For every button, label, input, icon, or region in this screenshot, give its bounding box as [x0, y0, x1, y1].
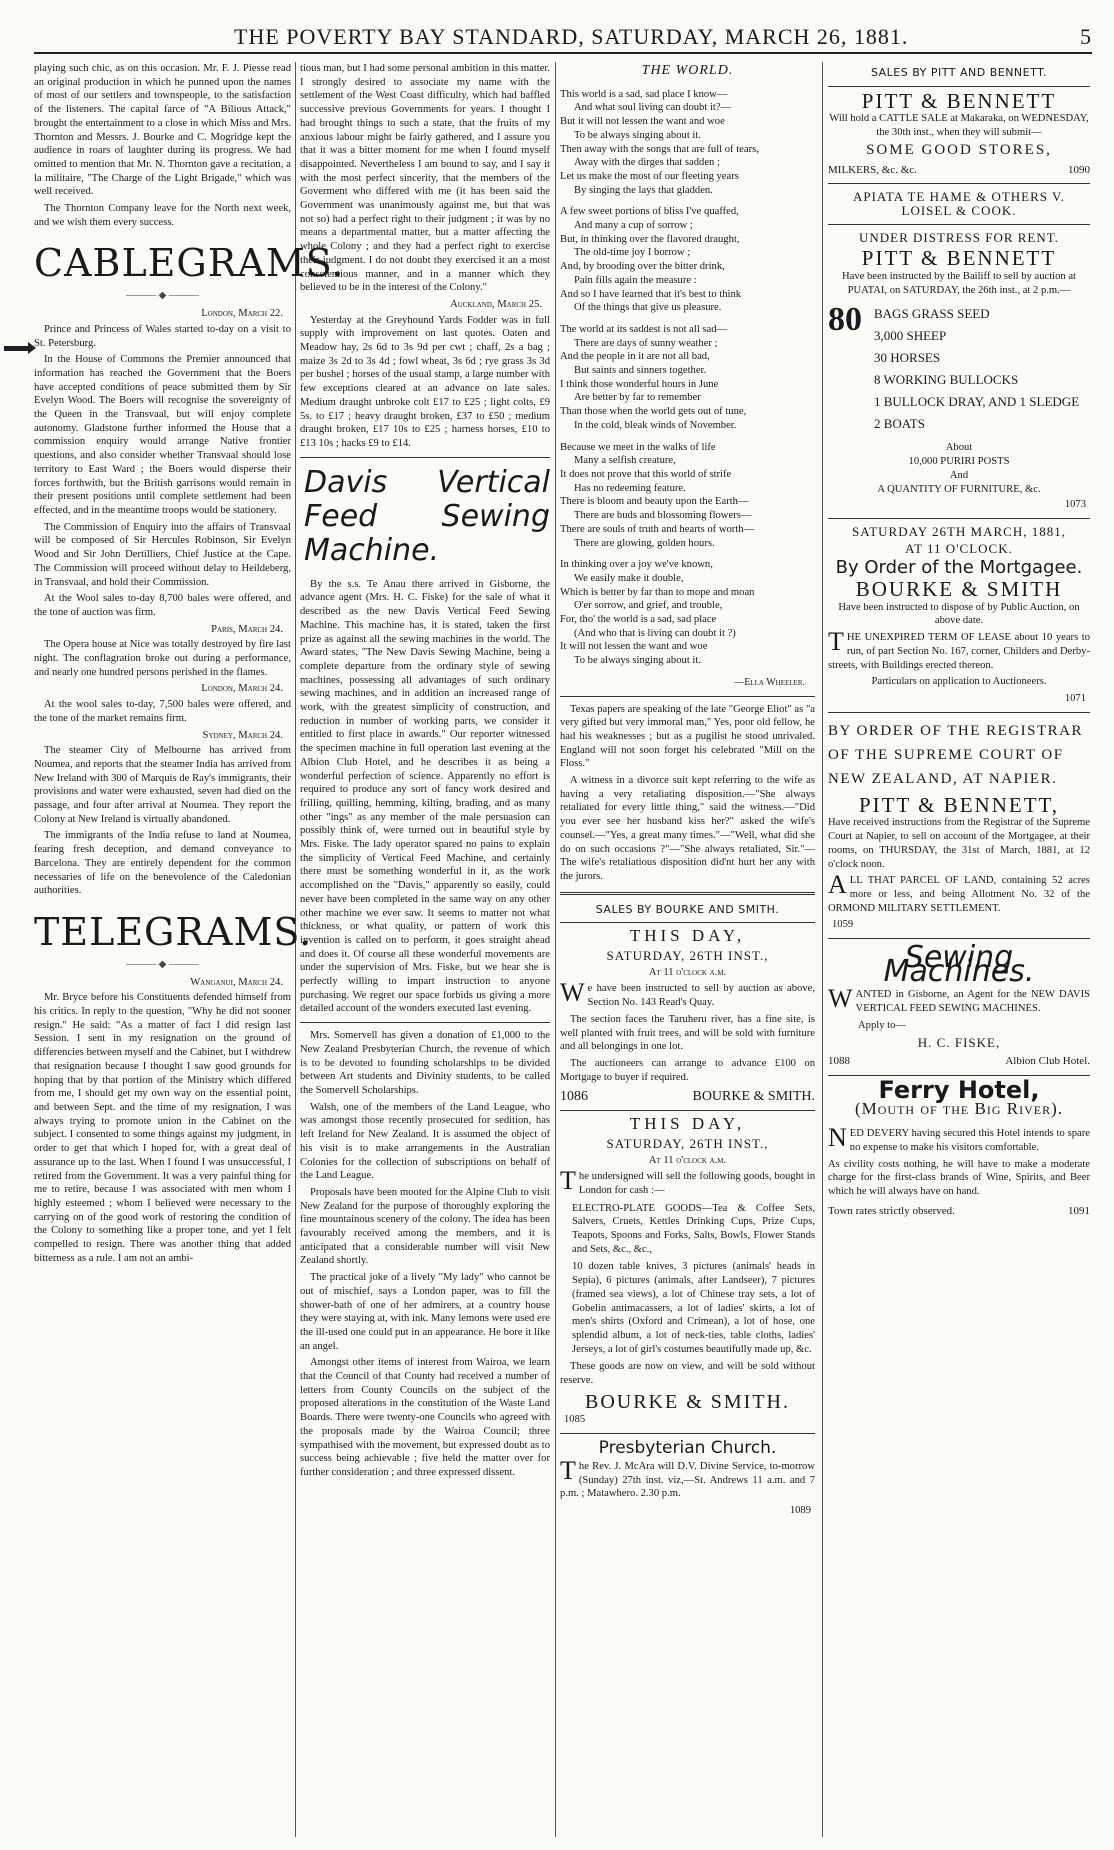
- article-paragraph: At the wool sales to-day, 7,500 bales were offered, and the tone of the market remains firm.: [34, 699, 291, 724]
- ad-text: The auctioneers can arrange to advance £100 on Mortgage to buyer if required.: [560, 1058, 815, 1083]
- dateline: Sydney, March 24.: [202, 729, 283, 741]
- ad-text: These goods are now on view, and will be sold without reserve.: [560, 1361, 815, 1387]
- ad-number: 1088: [828, 1055, 850, 1068]
- firm-name: BOURKE & SMITH.: [692, 1089, 815, 1105]
- divider: [300, 1022, 550, 1023]
- ad-footer: [828, 164, 1090, 178]
- lot-item: 10 dozen table knives, 3 pictures (animals' heads in Sepia), 6 pictures (animals, after Landseer), 7 pictures (framed sea views), a lot of Chinese tray sets, a lot of Gobelin antimacassers, a lot of ladies' skirts, a lot of men's shirts (Oxford and Crimean), a lot of hose, one splendid album, a lot of neck-ties, table cloths, ladies' Jerseys, a lot of girl's costumes beautifully made up, &c.: [572, 1261, 815, 1355]
- ad-line: MILKERS, &c. &c.: [828, 163, 917, 176]
- poem-line: A few sweet portions of bliss I've quaffed,: [560, 206, 739, 218]
- divider: [560, 1110, 815, 1111]
- sale-time: At 11 o'clock a.m.: [648, 1154, 727, 1166]
- case-title: APIATA TE HAME & OTHERS V. LOISEL & COOK.: [852, 189, 1066, 218]
- poem-line: It will not lessen the want and woe: [560, 641, 708, 653]
- ad-footer: [828, 1055, 1090, 1069]
- ad-footer: [828, 1205, 1090, 1219]
- ad-number: 1071: [1064, 692, 1086, 704]
- article-paragraph: Mr. Bryce before his Constituents defended himself from his critics. In reply to the question, "Why he did not sooner resign." He said: "As a matter of fact I did resign last Session. I sent in my resignation on the ground of differencies between myself and the Cabinet, but I withdrew that resignation because I thought I saw good grounds for hoping that by that portion of the Ministry which differed from me, I should get my own way on the essential point, and between Sept. and the time of my resignation, I was always trying to promote union in the Cabinet on the subject. I consented to some things against my judgment, in order to get that which I hoped for, with a great deal of assurance up to the last. When I found I was unsuccessful, I retired from the Government. It was a very painful thing for me to retire, because I was associated with men whom I highly esteemed ; whom I believed were necessary to the carrying on of the good work of restoring the condition of the Colony to something like a proper tone, and yet I felt compelled to resign. There was another thing that added bitterness as a rule. I am not an ambi-: [34, 992, 291, 1264]
- ad-text: WANTED in Gisborne, an Agent for the NEW DAVIS VERTICAL FEED SEWING MACHINES.: [828, 984, 1090, 1015]
- ad-text: The undersigned will sell the following goods, bought in London for cash :—: [560, 1166, 815, 1196]
- masthead: [34, 24, 1092, 54]
- this-day: THIS DAY,: [629, 1114, 746, 1134]
- column-2: [300, 62, 550, 1837]
- registrar-heading: BY ORDER OF THE REGISTRAR OF THE SUPREME COURT OF NEW ZEALAND, AT NAPIER.: [828, 722, 1084, 787]
- ad-text: As civility costs nothing, he will have to make a moderate charge for the first-class brands of Wine, Spirits, and Beer which he will always have on hand.: [828, 1158, 1090, 1198]
- poem-line: To be always singing about it.: [574, 655, 701, 667]
- article-paragraph: The practical joke of a lively "My lady" who cannot be out of mischief, says a London paper, was to fill the shower-bath of one of her admirers, at a country house they were staying at, with ink. Many lemons were used ere the ill-used one could put in an appearance. He bore it like an angel.: [300, 1272, 550, 1352]
- poem-line: But saints and sinners together.: [574, 365, 707, 377]
- divider: [560, 892, 815, 895]
- poem-line: But it will not lessen the want and woe: [560, 116, 725, 128]
- divider: [828, 518, 1090, 519]
- ad-number: 1085: [564, 1414, 586, 1426]
- lot-item: BAGS GRASS SEED: [874, 306, 990, 322]
- ad-line: About: [945, 442, 973, 454]
- ad-line: Town rates strictly observed.: [828, 1204, 955, 1217]
- firm-name: BOURKE & SMITH: [855, 577, 1063, 602]
- poem-line: Then away with the songs that are full of tears,: [560, 143, 759, 155]
- ad-number: 1090: [1068, 163, 1090, 176]
- article-paragraph: A witness in a divorce suit kept referring to the wife as having a very retaliating disposition.—"She always retaliated for every little thing," said the witness.—"Did you ever see her husband kiss her?" asked the wife's counsel.—"Yes, a great many times."—"Well, what did she do on such occasions ?"—"She always retaliated, Sir."—The wife's retaliatious disposition did'nt hurt her any with the jurors.: [560, 775, 815, 882]
- divider: [828, 183, 1090, 184]
- divider: [828, 224, 1090, 225]
- poem-line: The old-time joy I borrow ;: [574, 247, 691, 259]
- ad-number: 1089: [789, 1504, 811, 1516]
- sale-date: SATURDAY, 26TH INST.,: [606, 948, 769, 964]
- divider: [828, 86, 1090, 87]
- poem-line: We easily make it double,: [574, 572, 684, 584]
- page-number: 5: [1080, 24, 1092, 49]
- article-paragraph: Yesterday at the Greyhound Yards Fodder was in full supply with improvement on last quotes. Oaten and Meadow hay, 2s 6d to 3s 9d per cwt ; chaff, 2s a bag ; maize 3s 2d to 3s 4d ; fowl wheat, 3s 6d ; rye grass 3s 3d per bushel ; horses of the usual stamp, a large number with few exceptions cleared at an advance on late sales. Medium draught unbroke colt £17 to £25 ; light colts, £9 5s. to £17 ; heavy draught broken, £37 to £50 ; medium draught broken, £17 10s to £25 ; harness horses, £10 to £13 10s ; hacks £9 to £14.: [300, 314, 550, 449]
- ornament-divider: ——— ◆ ———: [126, 290, 199, 302]
- column-rule: [822, 62, 823, 1837]
- ad-number: 1091: [1068, 1204, 1090, 1217]
- divider: [300, 457, 550, 458]
- ad-footer: [560, 1090, 815, 1104]
- article-paragraph: The steamer City of Melbourne has arrived from Noumea, and reports that the steamer India has arrived from New Ireland with 300 of Marquis de Ray's immigrants, their provisions and water were exhausted, seven had died on the passage, and four after arrival at Noumea. They report the Colony at New Ireland is virtually abandoned.: [34, 745, 291, 825]
- firm-name: PITT & BENNETT: [861, 88, 1057, 113]
- cablegrams-heading: CABLEGRAMS.: [34, 241, 345, 286]
- lot-item: 30 HORSES: [874, 350, 941, 366]
- column-rule: [555, 62, 556, 1837]
- poem-line: In the cold, bleak winds of November.: [574, 419, 737, 431]
- ad-text: ALL THAT PARCEL OF LAND, containing 52 acres more or less, and being Allotment No. 32 of the ORMOND MILITARY SETTLEMENT.: [828, 870, 1090, 914]
- poem-stanza: [560, 205, 815, 315]
- poem-line: For, tho' the world is a sad, sad place: [560, 614, 717, 626]
- poem-line: O'er sorrow, and grief, and trouble,: [574, 600, 723, 612]
- firm-name: PITT & BENNETT: [861, 246, 1057, 271]
- agent-name: H. C. FISKE,: [917, 1034, 1001, 1050]
- ad-line: 10,000 PURIRI POSTS: [908, 456, 1010, 468]
- lot-item: 2 BOATS: [874, 416, 925, 432]
- ferry-hotel-subheading: (Mouth of the Big River).: [854, 1098, 1064, 1118]
- article-paragraph: The immigrants of the India refuse to land at Noumea, fearing fresh deception, and demand conveyance to Barcelona. They are entirely dependent for the common necessaries of life on the benevolence of the Caledonian authorities.: [34, 830, 291, 897]
- column-3: [560, 62, 815, 1837]
- article-paragraph: The Commission of Enquiry into the affairs of Transvaal will be composed of Sir Hercules Robinson, Sir Evelyn Wood and Sir John Dertilliers, Chief Justice at the Cape. The Commission will proceed without delay to Heildeberg, in Transvaal, and hold their Commission.: [34, 521, 291, 588]
- ad-text: Have received instructions from the Registrar of the Supreme Court at Napier, to sell on account of the Mortgagee, at their rooms, on THURSDAY, the 31st of March, 1881, at 12 o'clock noon.: [828, 817, 1090, 870]
- sales-heading: SALES BY PITT AND BENNETT.: [870, 66, 1048, 79]
- sale-date: SATURDAY 26TH MARCH, 1881,: [852, 523, 1066, 539]
- ad-text: Have been instructed by the Bailiff to sell by auction at PUATAI, on SATURDAY, the 26th inst., at 2 p.m.—: [842, 271, 1076, 296]
- article-paragraph: In the House of Commons the Premier announced that information has reached the Government that the Boers have accepted conditions of peace submitted them by Sir Evelyn Wood. The Boers will recognise the sovereignty of the Queen in the Transvaal, but will enjoy complete autonomy. Gladstone further informed the House that a commission enquiry would arrange Native frontier questions, and also consider whether Transvaal should lose territory to East Ward ; the Boers would disperse their forces forthwith, but the British garrisons would remain in their present positions until complete settlement had been effected, and in the meantime troops would be stationery.: [34, 354, 291, 516]
- article-paragraph: Amongst other items of interest from Wairoa, we learn that the Council of that County had received a number of letters from County Councils on the subject of the proposed alterations in the constitution of the Waste Land Boards. There were twenty-one Councils who agreed with the proposals made by the Wairoa Council; three sympathised with the movement, but expressed doubt as to success being achievable ; five held the matter over for further consideration ; and three expressed dissent.: [300, 1357, 550, 1478]
- ad-line: A QUANTITY OF FURNITURE, &c.: [877, 483, 1041, 495]
- divider: [828, 938, 1090, 939]
- firm-name: BOURKE & SMITH.: [584, 1390, 790, 1413]
- lot-item: 3,000 SHEEP: [874, 328, 947, 344]
- ad-subheading: UNDER DISTRESS FOR RENT.: [858, 229, 1059, 245]
- poem-line: Because we meet in the walks of life: [560, 441, 716, 453]
- article-paragraph: Texas papers are speaking of the late "George Eliot" as "a very gifted but very immoral man," Yes, poor old fellow, he had his weaknesses ; but as a pugilist he stood unrivaled. England will not soon forget his celebrated "Mill on the Floss.": [560, 703, 815, 770]
- poem-line: There is bloom and beauty upon the Earth—: [560, 496, 749, 508]
- article-paragraph: Mrs. Somervell has given a donation of £1,000 to the New Zealand Presbyterian Church, the revenue of which is to be devoted to founding scholarships to be divided between Art students and Divinity students, to be called the Somervell Scholarships.: [300, 1030, 550, 1096]
- divider: [560, 922, 815, 923]
- ad-line: Albion Club Hotel.: [1005, 1055, 1090, 1068]
- ad-text: Will hold a CATTLE SALE at Makaraka, on WEDNESDAY, the 30th inst., when they will submit—: [829, 113, 1089, 139]
- sale-date: SATURDAY, 26TH INST.,: [606, 1135, 769, 1151]
- poem-line: Many a selfish creature,: [574, 455, 676, 467]
- ornament-divider: ——— ◆ ———: [126, 958, 199, 970]
- divider: [560, 1433, 815, 1434]
- dateline: London, March 22.: [201, 308, 283, 320]
- column-4: [828, 62, 1090, 1837]
- lot-item: 8 WORKING BULLOCKS: [874, 372, 1019, 388]
- sewing-machines-heading: Sewing Machines.: [883, 940, 1035, 989]
- dateline: Wanganui, March 24.: [190, 976, 283, 988]
- ad-text: Have been instructed to dispose of by Public Auction, on above date.: [838, 601, 1080, 627]
- poem-line: And the people in it are not all bad,: [560, 351, 710, 363]
- article-paragraph: The Thornton Company leave for the North next week, and we wish them every success.: [34, 203, 291, 228]
- presbyterian-heading: Presbyterian Church.: [598, 1438, 777, 1459]
- ad-number: 1059: [832, 919, 854, 931]
- article-paragraph: playing such chic, as on this occasion. Mr. F. J. Piesse read an original production in which he punned upon the names of most of our settlers and townspeople, to the satisfaction of the listeners. The capital farce of "A Bilious Attack," brought the entertainment to a close in which Miss and Mrs. Thornton and Messrs. J. Bourke and C. Mogridge kept the audience in roars of laughter during its progress. We had omitted to mention that Mr. N. Thornton gave a recitation, a la militaire, "The Charge of the Light Brigade," which was well received.: [34, 63, 291, 198]
- lot-item: ELECTRO-PLATE GOODS—Tea & Coffee Sets, Salvers, Cruets, Kettles Drinking Cups, Prize Cups, Teapots, Spoons and Forks, Salts, Bowls, Flower Stands and Sets, &c., &c.,: [572, 1202, 815, 1255]
- masthead-title: THE POVERTY BAY STANDARD, SATURDAY, MARCH 26, 1881.: [234, 24, 909, 49]
- ad-text: The section faces the Taruheru river, has a fine site, is well planted with fruit trees, and will be sold with furniture and all belongings in one lot.: [560, 1013, 815, 1053]
- poem-line: And, by brooding over the bitter drink,: [560, 261, 725, 273]
- poem-stanza: [560, 88, 815, 198]
- poem-line: In thinking over a joy we've known,: [560, 559, 713, 571]
- ad-text: Apply to—: [858, 1019, 906, 1031]
- ad-text: Particulars on application to Auctioneers.: [871, 676, 1047, 688]
- margin-arrow-mark: [4, 346, 28, 351]
- lot-list: [828, 303, 1090, 435]
- article-paragraph: Walsh, one of the members of the Land League, who was amongst those recently prosecuted for sedition, has left Ireland for New Zealand. It is assumed the object of his visit is to make arrangements in the Australian Colonies for the collection of subscriptions on behalf of the Land League.: [300, 1101, 550, 1182]
- ad-text: NED DEVERY having secured this Hotel intends to spare no expense to make his visitors comfortable.: [828, 1123, 1090, 1154]
- dateline: London, March 24.: [201, 683, 283, 695]
- sales-heading: SALES BY BOURKE AND SMITH.: [595, 902, 780, 916]
- poem-line: There are days of sunny weather ;: [574, 337, 718, 349]
- divider: [828, 712, 1090, 713]
- poem: [560, 88, 815, 668]
- poem-line: There are buds and blossoming flowers—: [574, 510, 752, 522]
- ad-number: 1086: [560, 1089, 588, 1105]
- poem-line: By singing the lays that gladden.: [574, 184, 713, 196]
- poem-stanza: [560, 323, 815, 433]
- poem-line: And many a cup of sorrow ;: [574, 220, 693, 232]
- poem-line: There are souls of truth and hearts of worth—: [560, 523, 755, 535]
- ad-line: SOME GOOD STORES,: [866, 141, 1052, 158]
- poem-line: Away with the dirges that sadden ;: [574, 157, 720, 169]
- article-paragraph: The Opera house at Nice was totally destroyed by fire last night. The conflagration broke out during a performance, and nearly one hundred persons perished in the flames.: [34, 639, 291, 678]
- poem-title: THE WORLD.: [641, 63, 734, 78]
- poem-line: Than those when the world gets out of tune,: [560, 406, 747, 418]
- firm-name: PITT & BENNETT,: [858, 792, 1060, 817]
- poem-line: Has no redeeming feature.: [574, 482, 686, 494]
- poem-line: And so I have learned that it's best to think: [560, 288, 742, 300]
- poem-line: But, in thinking over the flavored draught,: [560, 233, 740, 245]
- ad-text: The Rev. J. McAra will D.V. Divine Service, to-morrow (Sunday) 27th inst. viz,—St. Andrews 11 a.m. and 7 p.m. ; Matawhero. 2.30 p.m.: [560, 1455, 815, 1500]
- ad-line: And: [949, 469, 969, 481]
- poem-stanza: [560, 558, 815, 668]
- davis-heading: Davis Vertical Feed Sewing Machine.: [304, 464, 550, 568]
- poem-line: Which is better by far than to mope and moan: [560, 586, 755, 598]
- telegrams-heading: TELEGRAMS.: [34, 909, 313, 954]
- poem-author: —Ella Wheeler.: [734, 676, 805, 688]
- divider: [560, 696, 815, 697]
- ferry-hotel-heading: Ferry Hotel,: [878, 1075, 1040, 1104]
- dateline: Auckland, March 25.: [450, 298, 542, 310]
- poem-line: There are glowing, golden hours.: [574, 537, 715, 549]
- article-paragraph: tious man, but I had some personal ambition in this matter. I strongly desired to associate my name with the settlement of the West Coast difficulty, which had baffled successive previous Governments for years. I thought I had brought things to such a state, that the fruits of my anxious labour might be fairly gathered, and I assure you that it was a bitter moment for me when I found myself disappointed. Nevertheless I am bound to say, and I say it with the most perfect sincerity, that the members of the Goverment who differed with me (it has been said the Government was unanimously against me, but that was not so) had a perfect right to their judgment ; it was by no means a departmental matter, but a matter affecting the whole Colony ; and they had a perfect right to exercise their judgment. I do not doubt they exercised it an a most conscientious manner, and in a manner which they believed to be in the interest of the Colony.": [300, 63, 550, 294]
- sale-time: At 11 o'clock a.m.: [648, 966, 727, 978]
- dateline: Paris, March 24.: [211, 623, 283, 635]
- poem-line: To be always singing about it.: [574, 129, 701, 141]
- ad-text: THE UNEXPIRED TERM OF LEASE about 10 years to run, of part Section No. 167, corner, Childers and Derby-streets, with Buildings erected thereon.: [828, 627, 1090, 671]
- poem-line: Are better by far to remember: [574, 392, 701, 404]
- this-day: THIS DAY,: [629, 926, 746, 946]
- poem-line: (And who that is living can doubt it ?): [574, 627, 736, 639]
- lot-item: 1 BULLOCK DRAY, AND 1 SLEDGE: [874, 394, 1080, 410]
- article-paragraph: Prince and Princess of Wales started to-day on a visit to St. Petersburg.: [34, 323, 291, 349]
- article-paragraph: By the s.s. Te Anau there arrived in Gisborne, the advance agent (Mrs. H. C. Fiske) for the sale of what it described as the new Davis Vertical Feed Sewing Machine. This machine has, it is stated, taken the first prize as against all the sewing machines in the world. The Award states, "The New Davis Sewing Machine, being a complete departure from the ordinary style of sewing machines, possessing all advantages of such ordinary sewing machines, and in addition an increased range of work, with the greatest simplicity of construction, and reduction in number of working parts, we consider it entitled to first place in awards." Our reporter witnessed the specimen machine in full operation last evening at the Albion Club Hotel, and he describes it as being a wonderful perfection of science. Apparently no effort is required to produce any sort of fancy work desired and frilling, quilling, hemming, kilting, brading, and as many other "ings" as any member of the male persuasion can possibly think of, were turned out in beautiful style by Mrs. Fiske. The lady operator spared no pains to explain the simplicity of Vertical Feed Machine, and certainly there must be something wonderful in it, as the work accomplished on the "Davis," apparently so easily, could never have been completed in the same way on any other other machine we ever saw. It seems to matter not what thickness, or what quality, or pattern of work this invention is called on to perform, it goes straight ahead and does it. Of course all these wonderful movements are under the supervision of Mrs. Fiske, but we hear she is perfectly willing to impart instruction to anyone purchasing. We regret our space forbids us giving a more detailed account of the wonders executed last evening.: [300, 578, 550, 1015]
- poem-line: It does not prove that this world of strife: [560, 468, 732, 480]
- lot-items: [874, 303, 1079, 435]
- poem-line: Let us make the most of our fleeting years: [560, 170, 739, 182]
- poem-line: Pain fills again the measure :: [574, 274, 697, 286]
- lot-quantity: 80: [828, 301, 862, 339]
- poem-line: I think those wonderful hours in June: [560, 378, 719, 390]
- article-paragraph: At the Wool sales to-day 8,700 bales were offered, and the tone of auction was firm.: [34, 593, 291, 618]
- column-1: [34, 62, 345, 1837]
- mortgagee-heading: By Order of the Mortgagee.: [835, 557, 1083, 579]
- poem-line: This world is a sad, sad place I know—: [560, 88, 728, 100]
- poem-stanza: [560, 441, 815, 551]
- poem-line: The world at its saddest is not all sad—: [560, 323, 728, 335]
- sale-time: AT 11 O'CLOCK.: [905, 540, 1013, 556]
- ad-text: We have been instructed to sell by auction as above, Section No. 143 Read's Quay.: [560, 978, 815, 1009]
- poem-line: Of the things that give us pleasure.: [574, 302, 722, 314]
- poem-line: And what soul living can doubt it?—: [574, 102, 732, 114]
- article-paragraph: Proposals have been mooted for the Alpine Club to visit New Zealand for the purpose of thoroughly exploring the fine mountainous scenery of the colony. The idea has been favourably received among the members, and it is anticipated that a considerable number will visit New Zealand shortly.: [300, 1186, 550, 1267]
- ad-number: 1073: [1064, 499, 1086, 511]
